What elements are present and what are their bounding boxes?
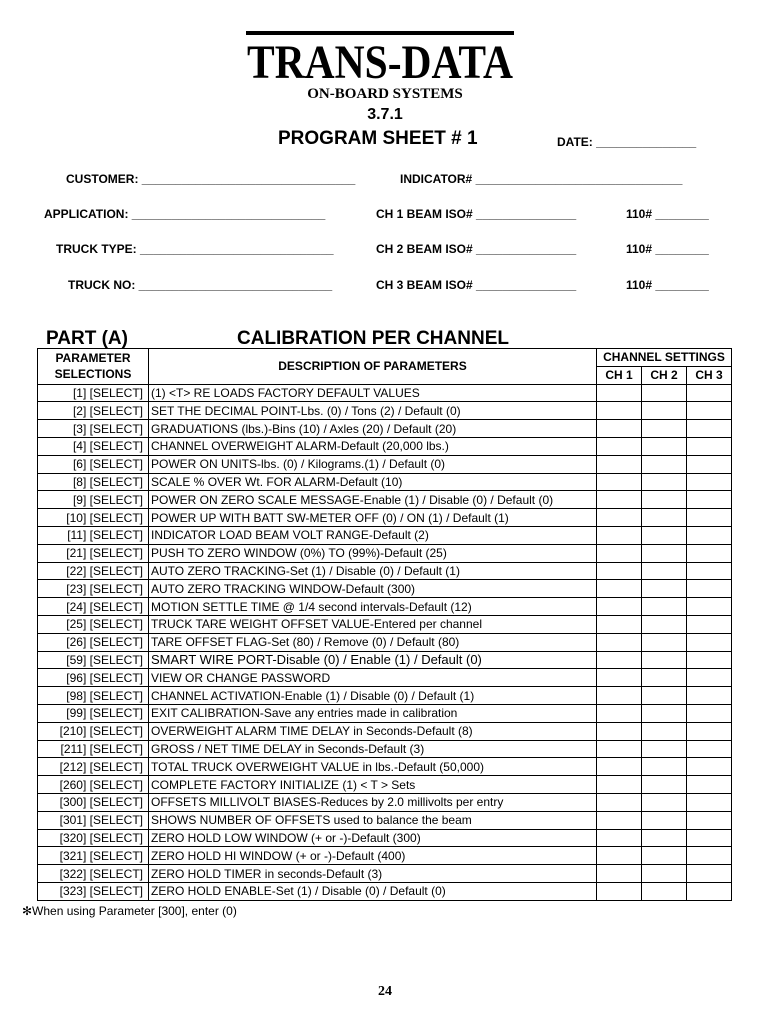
param-description: POWER ON UNITS-lbs. (0) / Kilograms.(1) / Default (0) xyxy=(149,455,597,473)
ch2-setting-cell[interactable] xyxy=(642,580,687,598)
param-code: [4] [SELECT] xyxy=(38,437,149,455)
ch2-setting-cell[interactable] xyxy=(642,758,687,776)
param-code: [320] [SELECT] xyxy=(38,829,149,847)
param-code: [25] [SELECT] xyxy=(38,615,149,633)
ch3-setting-cell[interactable] xyxy=(687,865,732,883)
param-description: INDICATOR LOAD BEAM VOLT RANGE-Default (2) xyxy=(149,526,597,544)
ch3-setting-cell[interactable] xyxy=(687,704,732,722)
ch1-setting-cell[interactable] xyxy=(597,544,642,562)
col-channel-header: CHANNEL SETTINGS xyxy=(597,349,732,367)
truck-no-field: TRUCK NO: _____________________________ xyxy=(68,278,333,292)
param-code: [210] [SELECT] xyxy=(38,722,149,740)
ch1-setting-cell[interactable] xyxy=(597,491,642,509)
table-row xyxy=(38,811,732,829)
param-description: COMPLETE FACTORY INITIALIZE (1) < T > Sets xyxy=(149,776,597,794)
ch2-setting-cell[interactable] xyxy=(642,882,687,900)
table-row xyxy=(38,562,732,580)
param-description: AUTO ZERO TRACKING-Set (1) / Disable (0) / Default (1) xyxy=(149,562,597,580)
ch2-beam-field: CH 2 BEAM ISO# _______________ xyxy=(376,242,577,256)
logo-wordmark xyxy=(246,28,514,89)
sheet-title: PROGRAM SHEET # 1 xyxy=(278,128,478,149)
param-description: POWER ON ZERO SCALE MESSAGE-Enable (1) / Disable (0) / Default (0) xyxy=(149,491,597,509)
ch2-setting-cell[interactable] xyxy=(642,865,687,883)
param-description: OFFSETS MILLIVOLT BIASES-Reduces by 2.0 millivolts per entry xyxy=(149,793,597,811)
ch3-setting-cell[interactable] xyxy=(687,829,732,847)
ch3-setting-cell[interactable] xyxy=(687,580,732,598)
param-description: TRUCK TARE WEIGHT OFFSET VALUE-Entered per channel xyxy=(149,615,597,633)
param-code: [59] [SELECT] xyxy=(38,651,149,669)
ch3-setting-cell[interactable] xyxy=(687,420,732,438)
ch1-setting-cell[interactable] xyxy=(597,829,642,847)
application-field: APPLICATION: _____________________________ xyxy=(44,207,326,221)
ch1-setting-cell[interactable] xyxy=(597,758,642,776)
ch3-setting-cell[interactable] xyxy=(687,651,732,669)
param-description: EXIT CALIBRATION-Save any entries made in calibration xyxy=(149,704,597,722)
ch3-setting-cell[interactable] xyxy=(687,526,732,544)
param-code: [211] [SELECT] xyxy=(38,740,149,758)
ch1-setting-cell[interactable] xyxy=(597,420,642,438)
ch1-beam-field: CH 1 BEAM ISO# _______________ xyxy=(376,207,577,221)
table-row xyxy=(38,526,732,544)
ch2-setting-cell[interactable] xyxy=(642,509,687,527)
table-row xyxy=(38,633,732,651)
ch3-setting-cell[interactable] xyxy=(687,384,732,402)
ch3-setting-cell[interactable] xyxy=(687,562,732,580)
ch3-setting-cell[interactable] xyxy=(687,793,732,811)
section-title: CALIBRATION PER CHANNEL xyxy=(237,328,509,349)
date-field: DATE: _______________ xyxy=(557,135,697,149)
param-code: [24] [SELECT] xyxy=(38,598,149,616)
ch3-setting-cell[interactable] xyxy=(687,437,732,455)
table-row xyxy=(38,704,732,722)
table-row xyxy=(38,420,732,438)
param-code: [323] [SELECT] xyxy=(38,882,149,900)
param-code: [1] [SELECT] xyxy=(38,384,149,402)
ch1-110-field: 110# ________ xyxy=(626,207,709,221)
version-number: 3.7.1 xyxy=(367,106,403,123)
ch2-setting-cell[interactable] xyxy=(642,829,687,847)
ch1-setting-cell[interactable] xyxy=(597,509,642,527)
ch2-setting-cell[interactable] xyxy=(642,562,687,580)
ch2-setting-cell[interactable] xyxy=(642,776,687,794)
parameter-table xyxy=(37,348,732,901)
ch1-setting-cell[interactable] xyxy=(597,402,642,420)
param-description: VIEW OR CHANGE PASSWORD xyxy=(149,669,597,687)
truck-type-field: TRUCK TYPE: _____________________________ xyxy=(56,242,334,256)
table-row xyxy=(38,384,732,402)
table-row xyxy=(38,847,732,865)
param-code: [99] [SELECT] xyxy=(38,704,149,722)
param-description: SMART WIRE PORT-Disable (0) / Enable (1) / Default (0) xyxy=(149,651,597,669)
col-param-line2: SELECTIONS xyxy=(54,367,132,382)
ch1-setting-cell[interactable] xyxy=(597,633,642,651)
table-row xyxy=(38,544,732,562)
table-row xyxy=(38,882,732,900)
ch1-setting-cell[interactable] xyxy=(597,722,642,740)
param-code: [212] [SELECT] xyxy=(38,758,149,776)
ch3-setting-cell[interactable] xyxy=(687,722,732,740)
table-row xyxy=(38,437,732,455)
ch1-setting-cell[interactable] xyxy=(597,776,642,794)
table-row xyxy=(38,865,732,883)
col-param-header xyxy=(38,349,149,385)
table-row xyxy=(38,402,732,420)
col-ch2-header: CH 2 xyxy=(642,366,687,384)
subtitle: ON-BOARD SYSTEMS xyxy=(307,86,463,102)
param-description: SET THE DECIMAL POINT-Lbs. (0) / Tons (2) / Default (0) xyxy=(149,402,597,420)
ch2-setting-cell[interactable] xyxy=(642,847,687,865)
col-ch1-header: CH 1 xyxy=(597,366,642,384)
ch1-setting-cell[interactable] xyxy=(597,526,642,544)
table-row xyxy=(38,758,732,776)
param-description: POWER UP WITH BATT SW-METER OFF (0) / ON (1) / Default (1) xyxy=(149,509,597,527)
ch1-setting-cell[interactable] xyxy=(597,562,642,580)
param-description: OVERWEIGHT ALARM TIME DELAY in Seconds-Default (8) xyxy=(149,722,597,740)
param-description: ZERO HOLD LOW WINDOW (+ or -)-Default (300) xyxy=(149,829,597,847)
param-code: [3] [SELECT] xyxy=(38,420,149,438)
param-code: [8] [SELECT] xyxy=(38,473,149,491)
param-code: [23] [SELECT] xyxy=(38,580,149,598)
ch1-setting-cell[interactable] xyxy=(597,865,642,883)
ch3-setting-cell[interactable] xyxy=(687,615,732,633)
param-code: [98] [SELECT] xyxy=(38,687,149,705)
ch1-setting-cell[interactable] xyxy=(597,669,642,687)
ch2-setting-cell[interactable] xyxy=(642,598,687,616)
ch1-setting-cell[interactable] xyxy=(597,473,642,491)
ch2-setting-cell[interactable] xyxy=(642,420,687,438)
param-code: [10] [SELECT] xyxy=(38,509,149,527)
table-row xyxy=(38,722,732,740)
ch3-setting-cell[interactable] xyxy=(687,491,732,509)
param-code: [9] [SELECT] xyxy=(38,491,149,509)
ch1-setting-cell[interactable] xyxy=(597,437,642,455)
ch3-setting-cell[interactable] xyxy=(687,402,732,420)
ch2-setting-cell[interactable] xyxy=(642,704,687,722)
col-param-line1: PARAMETER xyxy=(55,351,131,366)
ch2-setting-cell[interactable] xyxy=(642,669,687,687)
table-row xyxy=(38,776,732,794)
param-description: SHOWS NUMBER OF OFFSETS used to balance the beam xyxy=(149,811,597,829)
page-number: 24 xyxy=(378,984,392,999)
ch3-setting-cell[interactable] xyxy=(687,740,732,758)
ch1-setting-cell[interactable] xyxy=(597,847,642,865)
param-description: MOTION SETTLE TIME @ 1/4 second intervals-Default (12) xyxy=(149,598,597,616)
param-description: GROSS / NET TIME DELAY in Seconds-Default (3) xyxy=(149,740,597,758)
ch2-setting-cell[interactable] xyxy=(642,384,687,402)
param-description: ZERO HOLD ENABLE-Set (1) / Disable (0) / Default (0) xyxy=(149,882,597,900)
ch2-setting-cell[interactable] xyxy=(642,437,687,455)
ch3-110-field: 110# ________ xyxy=(626,278,709,292)
ch1-setting-cell[interactable] xyxy=(597,615,642,633)
table-row xyxy=(38,669,732,687)
param-code: [6] [SELECT] xyxy=(38,455,149,473)
ch2-setting-cell[interactable] xyxy=(642,455,687,473)
table-row xyxy=(38,793,732,811)
ch3-setting-cell[interactable] xyxy=(687,847,732,865)
customer-field: CUSTOMER: ________________________________ xyxy=(66,172,356,186)
table-row xyxy=(38,829,732,847)
table-row xyxy=(38,651,732,669)
param-description: TARE OFFSET FLAG-Set (80) / Remove (0) / Default (80) xyxy=(149,633,597,651)
param-code: [301] [SELECT] xyxy=(38,811,149,829)
param-description: AUTO ZERO TRACKING WINDOW-Default (300) xyxy=(149,580,597,598)
ch3-setting-cell[interactable] xyxy=(687,811,732,829)
param-description: (1) <T> RE LOADS FACTORY DEFAULT VALUES xyxy=(149,384,597,402)
ch2-setting-cell[interactable] xyxy=(642,491,687,509)
ch2-setting-cell[interactable] xyxy=(642,526,687,544)
table-row xyxy=(38,615,732,633)
param-description: CHANNEL ACTIVATION-Enable (1) / Disable (0) / Default (1) xyxy=(149,687,597,705)
param-description: PUSH TO ZERO WINDOW (0%) TO (99%)-Default (25) xyxy=(149,544,597,562)
ch1-setting-cell[interactable] xyxy=(597,455,642,473)
param-code: [2] [SELECT] xyxy=(38,402,149,420)
param-code: [322] [SELECT] xyxy=(38,865,149,883)
ch3-setting-cell[interactable] xyxy=(687,776,732,794)
param-code: [11] [SELECT] xyxy=(38,526,149,544)
param-code: [300] [SELECT] xyxy=(38,793,149,811)
table-row xyxy=(38,473,732,491)
ch2-setting-cell[interactable] xyxy=(642,740,687,758)
logo-text: TRANS-DATA xyxy=(247,36,514,89)
col-ch3-header: CH 3 xyxy=(687,366,732,384)
param-description: ZERO HOLD TIMER in seconds-Default (3) xyxy=(149,865,597,883)
ch3-setting-cell[interactable] xyxy=(687,633,732,651)
param-code: [321] [SELECT] xyxy=(38,847,149,865)
ch2-setting-cell[interactable] xyxy=(642,793,687,811)
ch3-beam-field: CH 3 BEAM ISO# _______________ xyxy=(376,278,577,292)
trans-data-logo xyxy=(246,28,514,89)
footnote: ✻When using Parameter [300], enter (0) xyxy=(22,904,237,918)
ch3-setting-cell[interactable] xyxy=(687,598,732,616)
ch2-setting-cell[interactable] xyxy=(642,722,687,740)
ch2-setting-cell[interactable] xyxy=(642,811,687,829)
ch2-110-field: 110# ________ xyxy=(626,242,709,256)
param-code: [96] [SELECT] xyxy=(38,669,149,687)
ch2-setting-cell[interactable] xyxy=(642,651,687,669)
table-row xyxy=(38,509,732,527)
ch2-setting-cell[interactable] xyxy=(642,687,687,705)
ch3-setting-cell[interactable] xyxy=(687,544,732,562)
ch3-setting-cell[interactable] xyxy=(687,509,732,527)
ch3-setting-cell[interactable] xyxy=(687,758,732,776)
ch3-setting-cell[interactable] xyxy=(687,882,732,900)
indicator-field: INDICATOR# _______________________________ xyxy=(400,172,683,186)
ch2-setting-cell[interactable] xyxy=(642,473,687,491)
ch1-setting-cell[interactable] xyxy=(597,651,642,669)
table-row xyxy=(38,740,732,758)
param-description: SCALE % OVER Wt. FOR ALARM-Default (10) xyxy=(149,473,597,491)
ch3-setting-cell[interactable] xyxy=(687,669,732,687)
param-code: [22] [SELECT] xyxy=(38,562,149,580)
param-description: GRADUATIONS (lbs.)-Bins (10) / Axles (20) / Default (20) xyxy=(149,420,597,438)
ch1-setting-cell[interactable] xyxy=(597,580,642,598)
param-code: [260] [SELECT] xyxy=(38,776,149,794)
col-desc-header: DESCRIPTION OF PARAMETERS xyxy=(149,349,597,385)
ch1-setting-cell[interactable] xyxy=(597,704,642,722)
ch3-setting-cell[interactable] xyxy=(687,455,732,473)
ch1-setting-cell[interactable] xyxy=(597,811,642,829)
table-row xyxy=(38,598,732,616)
ch3-setting-cell[interactable] xyxy=(687,687,732,705)
ch1-setting-cell[interactable] xyxy=(597,384,642,402)
ch1-setting-cell[interactable] xyxy=(597,687,642,705)
ch2-setting-cell[interactable] xyxy=(642,633,687,651)
param-code: [26] [SELECT] xyxy=(38,633,149,651)
ch1-setting-cell[interactable] xyxy=(597,740,642,758)
ch3-setting-cell[interactable] xyxy=(687,473,732,491)
table-row xyxy=(38,455,732,473)
ch2-setting-cell[interactable] xyxy=(642,402,687,420)
param-code: [21] [SELECT] xyxy=(38,544,149,562)
param-description: ZERO HOLD HI WINDOW (+ or -)-Default (400) xyxy=(149,847,597,865)
ch1-setting-cell[interactable] xyxy=(597,793,642,811)
table-row xyxy=(38,580,732,598)
param-description: CHANNEL OVERWEIGHT ALARM-Default (20,000 lbs.) xyxy=(149,437,597,455)
table-row xyxy=(38,491,732,509)
table-row xyxy=(38,687,732,705)
ch2-setting-cell[interactable] xyxy=(642,544,687,562)
ch1-setting-cell[interactable] xyxy=(597,598,642,616)
ch2-setting-cell[interactable] xyxy=(642,615,687,633)
param-description: TOTAL TRUCK OVERWEIGHT VALUE in lbs.-Default (50,000) xyxy=(149,758,597,776)
part-label: PART (A) xyxy=(46,328,128,349)
ch1-setting-cell[interactable] xyxy=(597,882,642,900)
